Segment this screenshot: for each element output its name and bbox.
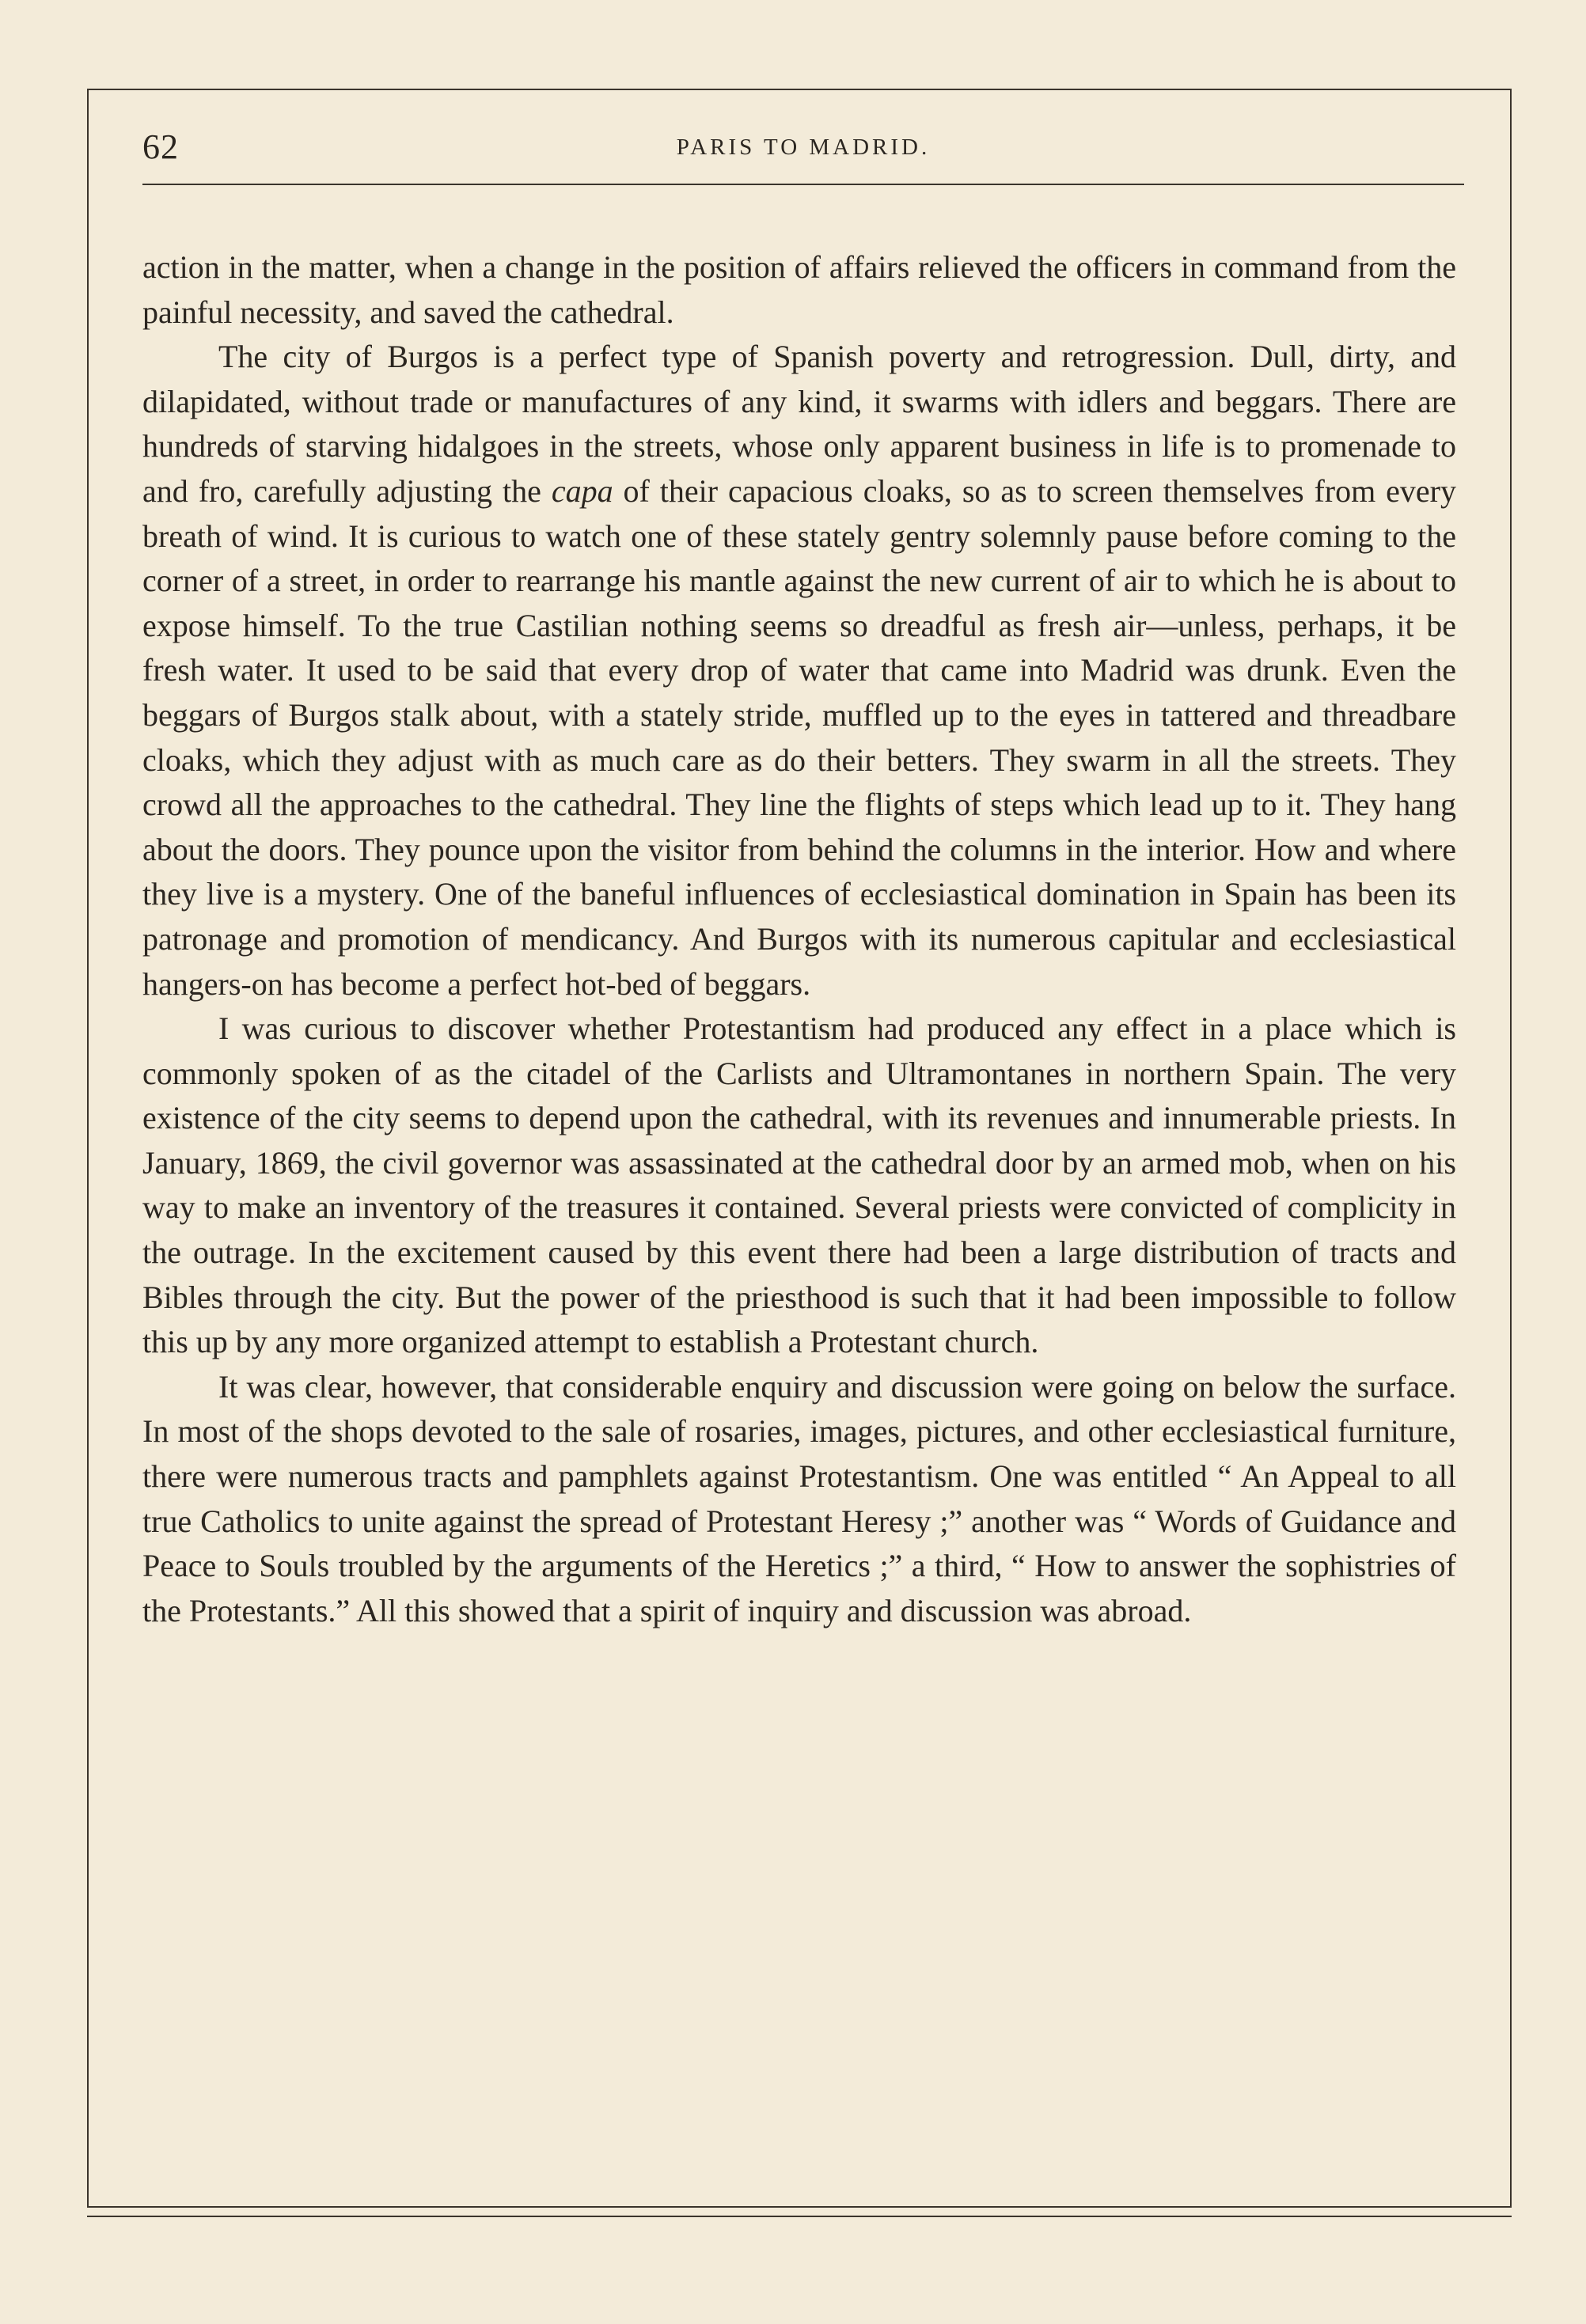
italic-term: capa <box>551 472 613 509</box>
paragraph-1: action in the matter, when a change in the position of affairs relieved the officers in command from the painful necessity, and saved the cathedral. <box>142 249 1456 330</box>
bottom-rule <box>87 2216 1512 2217</box>
body-text <box>142 245 1456 1633</box>
running-title: PARIS TO MADRID. <box>676 135 931 160</box>
paragraph-2-text-a: The city of Burgos is a perfect type of Spanish poverty and retrogression. Dull, dirty, and dilapidated, without trade or manufactures of any kind, it swarms with idlers and beggars. There are hundreds of starving hidalgoes in the streets, whose only apparent business in life is to promenade to and fro, carefully adjusting the <box>142 339 1456 509</box>
paragraph-2 <box>142 335 1456 1007</box>
paragraph-3: I was curious to discover whether Protestantism had produced any effect in a place which is commonly spoken of as the citadel of the Carlists and Ultramontanes in northern Spain. The very existence of the city seems to depend upon the cathedral, with its revenues and innumerable priests. In January, 1869, the civil governor was assassinated at the cathedral door by an armed mob, when on his way to make an inventory of the treasures it contained. Several priests were convicted of complicity in the outrage. In the excitement caused by this event there had been a large distribution of tracts and Bibles through the city. But the power of the priesthood is such that it had been impossible to follow this up by any more organized attempt to establish a Protestant church. <box>142 1010 1456 1360</box>
paragraph-4: It was clear, however, that considerable enquiry and discussion were going on below the surface. In most of the shops devoted to the sale of rosaries, images, pictures, and other ecclesiastical furniture, there were numerous tracts and pamphlets against Protestantism. One was entitled “ An Appeal to all true Catholics to unite against the spread of Protestant Heresy ;” another was “ Words of Guidance and Peace to Souls troubled by the arguments of the Heretics ;” a third, “ How to answer the sophistries of the Protestants.” All this showed that a spirit of inquiry and discussion was abroad. <box>142 1368 1456 1628</box>
page-number: 62 <box>142 127 179 166</box>
paragraph-2-text-b: of their capacious cloaks, so as to screen themselves from every breath of wind. It is curious to watch one of these stately gentry solemnly pause before coming to the corner of a street, in order to rearrange his mantle against the new current of air to which he is about to expose himself. To the true Castilian nothing seems so dreadful as fresh air—unless, perhaps, it be fresh water. It used to be said that every drop of water that came into Madrid was drunk. Even the beggars of Burgos stalk about, with a stately stride, muffled up to the eyes in tattered and threadbare cloaks, which they adjust with as much care as do their betters. They swarm in all the streets. They crowd all the approaches to the cathedral. They line the flights of steps which lead up to it. They hang about the doors. They pounce upon the visitor from behind the columns in the interior. How and where they live is a mystery. One of the baneful influences of ecclesiastical domination in Spain has been its patronage and promotion of mendicancy. And Burgos with its numerous capitular and ecclesiastical hangers-on has become a perfect hot-bed of beggars. <box>142 472 1456 1002</box>
running-head <box>142 127 1464 174</box>
header-rule <box>142 184 1464 185</box>
